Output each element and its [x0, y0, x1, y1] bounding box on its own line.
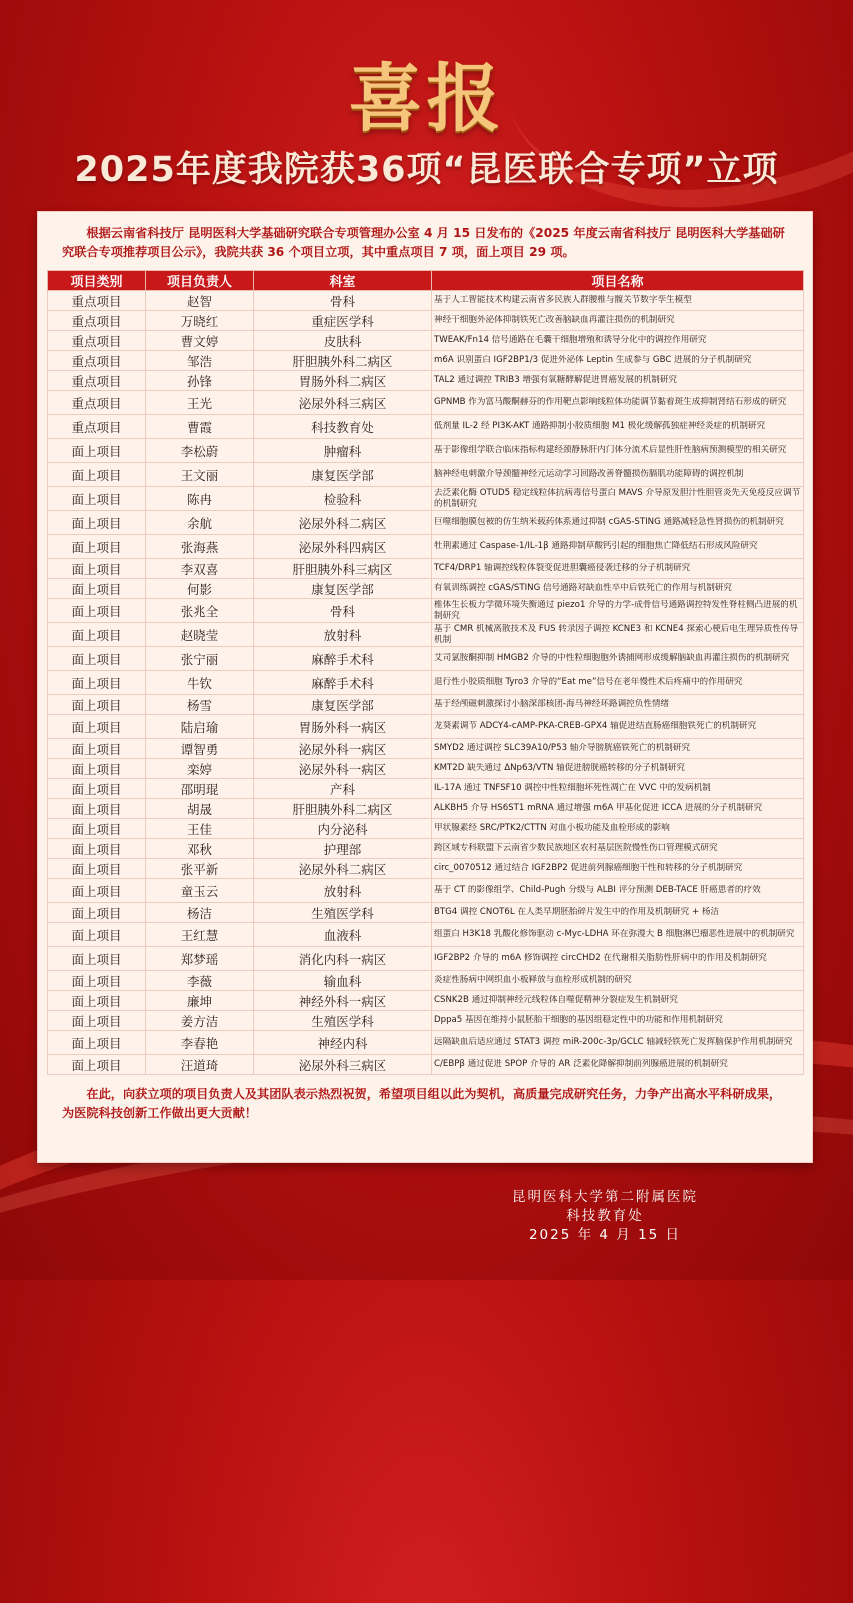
cell-lead: 邓秋 — [146, 839, 254, 859]
cell-lead: 余航 — [146, 511, 254, 535]
cell-title — [432, 991, 804, 1011]
project-title-text: TWEAK/Fn14 信号通路在毛囊干细胞增殖和诱导分化中的调控作用研究 — [434, 335, 707, 345]
project-title-text: 退行性小胶质细胞 Tyro3 介导的“Eat me”信号在老年慢性术后疼痛中的作用研究 — [434, 677, 743, 687]
cell-lead: 王红慧 — [146, 923, 254, 947]
cell-title — [432, 1031, 804, 1055]
cell-category: 面上项目 — [48, 487, 146, 511]
cell-dept: 输血科 — [254, 971, 432, 991]
cell-category: 面上项目 — [48, 879, 146, 903]
cell-title — [432, 291, 804, 311]
project-title-text: 椎体生长板力学微环境失衡通过 piezo1 介导的力学-成骨信号通路调控特发性脊柱侧凸进展的机制研究 — [434, 599, 798, 621]
cell-dept: 泌尿外科二病区 — [254, 859, 432, 879]
cell-dept: 肿瘤科 — [254, 439, 432, 463]
project-title-text: CSNK2B 通过抑制神经元线粒体自噬促精神分裂症发生机制研究 — [434, 995, 678, 1005]
cell-title — [432, 647, 804, 671]
cell-lead: 栾婷 — [146, 759, 254, 779]
project-title-text: 艾司氯胺酮抑制 HMGB2 介导的中性粒细胞胞外诱捕网形成缓解脑缺血再灌注损伤的机制研究 — [434, 653, 790, 663]
table-row — [48, 331, 804, 351]
table-row — [48, 739, 804, 759]
cell-title — [432, 439, 804, 463]
table-row — [48, 559, 804, 579]
cell-lead: 张宁丽 — [146, 647, 254, 671]
cell-category: 面上项目 — [48, 463, 146, 487]
table-row — [48, 463, 804, 487]
table-row — [48, 599, 804, 623]
cell-lead: 王光 — [146, 391, 254, 415]
cell-title — [432, 1011, 804, 1031]
table-row — [48, 947, 804, 971]
project-title-text: 远隔缺血后适应通过 STAT3 调控 miR-200c-3p/GCLC 轴减轻铁死亡发挥脑保护作用机制研究 — [434, 1037, 793, 1047]
cell-category: 面上项目 — [48, 819, 146, 839]
table-row — [48, 311, 804, 331]
cell-title — [432, 351, 804, 371]
cell-title — [432, 859, 804, 879]
project-title-text: 基于经颅磁刺激探讨小脑深部核团-海马神经环路调控负性情绪 — [434, 699, 670, 709]
cell-title — [432, 1055, 804, 1075]
cell-category: 面上项目 — [48, 599, 146, 623]
cell-category: 面上项目 — [48, 695, 146, 715]
table-row — [48, 351, 804, 371]
cell-dept: 泌尿外科三病区 — [254, 391, 432, 415]
cell-dept: 肝胆胰外科二病区 — [254, 799, 432, 819]
cell-title — [432, 579, 804, 599]
project-title-text: IGF2BP2 介导的 m6A 修饰调控 circCHD2 在代谢相关脂肪性肝病中的作用及机制研究 — [434, 953, 767, 963]
cell-dept: 胃肠外科一病区 — [254, 715, 432, 739]
cell-title — [432, 923, 804, 947]
table-row — [48, 903, 804, 923]
cell-dept: 产科 — [254, 779, 432, 799]
cell-title — [432, 879, 804, 903]
cell-category: 面上项目 — [48, 947, 146, 971]
project-title-text: 基于人工智能技术构建云南省多民族人群腰椎与髋关节数字孪生模型 — [434, 295, 692, 305]
project-title-text: BTG4 调控 CNOT6L 在人类早期胚胎碎片发生中的作用及机制研究 + 杨洁 — [434, 907, 720, 917]
table-row — [48, 991, 804, 1011]
cell-dept: 重症医学科 — [254, 311, 432, 331]
cell-lead: 谭智勇 — [146, 739, 254, 759]
project-title-text: GPNMB 作为富马酸酮赫芬的作用靶点影响线粒体功能调节黏着斑生成抑制肾结石形成的研究 — [434, 397, 787, 407]
cell-category: 面上项目 — [48, 647, 146, 671]
cell-title — [432, 903, 804, 923]
cell-dept: 血液科 — [254, 923, 432, 947]
cell-dept: 骨科 — [254, 291, 432, 311]
cell-title — [432, 463, 804, 487]
table-row — [48, 715, 804, 739]
cell-dept: 生殖医学科 — [254, 1011, 432, 1031]
table-row — [48, 415, 804, 439]
cell-title — [432, 487, 804, 511]
project-title-text: 脑神经电刺激介导颈髓神经元运动学习回路改善脊髓损伤膈肌功能障碍的调控机制 — [434, 469, 744, 479]
cell-title — [432, 947, 804, 971]
cell-title — [432, 759, 804, 779]
cell-dept: 内分泌科 — [254, 819, 432, 839]
table-row — [48, 1011, 804, 1031]
cell-lead: 孙锋 — [146, 371, 254, 391]
cell-lead: 李松蔚 — [146, 439, 254, 463]
cell-lead: 赵智 — [146, 291, 254, 311]
cell-title — [432, 739, 804, 759]
cell-category: 重点项目 — [48, 291, 146, 311]
cell-dept: 检验科 — [254, 487, 432, 511]
cell-lead: 张海燕 — [146, 535, 254, 559]
cell-title — [432, 779, 804, 799]
table-row — [48, 535, 804, 559]
project-title-text: 跨区域专科联盟下云南省少数民族地区农村基层医院慢性伤口管理模式研究 — [434, 843, 718, 853]
cell-lead: 李薇 — [146, 971, 254, 991]
table-row — [48, 971, 804, 991]
cell-dept: 生殖医学科 — [254, 903, 432, 923]
cell-category: 面上项目 — [48, 439, 146, 463]
cell-dept: 放射科 — [254, 623, 432, 647]
cell-category: 面上项目 — [48, 511, 146, 535]
cell-title — [432, 971, 804, 991]
cell-category: 面上项目 — [48, 1011, 146, 1031]
cell-lead: 王佳 — [146, 819, 254, 839]
table-row — [48, 487, 804, 511]
cell-category: 面上项目 — [48, 859, 146, 879]
cell-title — [432, 415, 804, 439]
cell-title — [432, 391, 804, 415]
cell-title — [432, 535, 804, 559]
cell-category: 重点项目 — [48, 351, 146, 371]
cell-lead: 胡晟 — [146, 799, 254, 819]
cell-title — [432, 715, 804, 739]
table-row — [48, 1031, 804, 1055]
hospital-name: 昆明医科大学第二附属医院 — [512, 1189, 698, 1205]
cell-category: 面上项目 — [48, 623, 146, 647]
project-title-text: m6A 识别蛋白 IGF2BP1/3 促进外泌体 Leptin 生成参与 GBC 进展的分子机制研究 — [434, 355, 752, 365]
table-row — [48, 759, 804, 779]
cell-lead: 廉坤 — [146, 991, 254, 1011]
project-title-text: ALKBH5 介导 HS6ST1 mRNA 通过增强 m6A 甲基化促进 ICCA 进展的分子机制研究 — [434, 803, 763, 813]
cell-title — [432, 819, 804, 839]
intro-paragraph: 根据云南省科技厅 昆明医科大学基础研究联合专项管理办公室 4 月 15 日发布的《2025 年度云南省科技厅 昆明医科大学基础研究联合专项推荐项目公示》，我院共获 36 个项目立项，其中重点项目 7 项，面上项目 29 项。 — [62, 226, 785, 259]
cell-title — [432, 311, 804, 331]
project-title-text: 低剂量 IL-2 经 PI3K-AKT 通路抑制小胶质细胞 M1 极化缓解孤独症神经炎症的机制研究 — [434, 421, 766, 431]
cell-dept: 肝胆胰外科三病区 — [254, 559, 432, 579]
table-row — [48, 371, 804, 391]
project-title-text: TCF4/DRP1 轴调控线粒体裂变促进胆囊癌侵袭迁移的分子机制研究 — [434, 563, 691, 573]
project-title-text: 龙葵素调节 ADCY4-cAMP-PKA-CREB-GPX4 轴促进结直肠癌细胞铁死亡的机制研究 — [434, 721, 757, 731]
announcement-panel — [38, 212, 812, 1162]
project-title-text: 去泛素化酶 OTUD5 稳定线粒体抗病毒信号蛋白 MAVS 介导原发胆汁性胆管炎先天免疫反应调节的机制研究 — [434, 487, 801, 509]
cell-title — [432, 695, 804, 715]
cell-lead: 邹浩 — [146, 351, 254, 371]
column-header-dept: 科室 — [254, 271, 432, 291]
cell-category: 重点项目 — [48, 331, 146, 351]
cell-title — [432, 331, 804, 351]
cell-category: 面上项目 — [48, 739, 146, 759]
cell-category: 重点项目 — [48, 311, 146, 331]
cell-category: 面上项目 — [48, 799, 146, 819]
subtitle: 2025年度我院获36项“昆医联合专项”立项 — [74, 150, 779, 190]
project-title-text: 基于 CMR 机械离散技术及 FUS 转录因子调控 KCNE3 和 KCNE4 探索心梗后电生理异质性传导机制 — [434, 623, 799, 645]
cell-lead: 姜方洁 — [146, 1011, 254, 1031]
column-header-category: 项目类别 — [48, 271, 146, 291]
table-row — [48, 647, 804, 671]
cell-dept: 科技教育处 — [254, 415, 432, 439]
cell-dept: 泌尿外科一病区 — [254, 759, 432, 779]
closing-paragraph: 在此，向获立项的项目负责人及其团队表示热烈祝贺，希望项目组以此为契机，高质量完成研究任务，力争产出高水平科研成果，为医院科技创新工作做出更大贡献！ — [62, 1087, 782, 1120]
cell-category: 面上项目 — [48, 559, 146, 579]
table-row — [48, 819, 804, 839]
cell-dept: 泌尿外科二病区 — [254, 511, 432, 535]
table-row — [48, 671, 804, 695]
project-title-text: 基于 CT 的影像组学、Child-Pugh 分级与 ALBI 评分预测 DEB-TACE 肝癌患者的疗效 — [434, 885, 761, 895]
project-title-text: C/EBPβ 通过促进 SPOP 介导的 AR 泛素化降解抑制前列腺癌进展的机制研究 — [434, 1059, 728, 1069]
cell-lead: 汪道琦 — [146, 1055, 254, 1075]
cell-dept: 神经外科一病区 — [254, 991, 432, 1011]
cell-dept: 泌尿外科一病区 — [254, 739, 432, 759]
project-title-text: 组蛋白 H3K18 乳酸化修饰驱动 c-Myc-LDHA 环在弥漫大 B 细胞淋巴瘤恶性进展中的机制研究 — [434, 929, 795, 939]
cell-lead: 童玉云 — [146, 879, 254, 903]
cell-dept: 放射科 — [254, 879, 432, 903]
headline: 喜报 — [348, 56, 505, 142]
column-header-title: 项目名称 — [432, 271, 804, 291]
project-title-text: KMT2D 缺失通过 ΔNp63/VTN 轴促进膀胱癌转移的分子机制研究 — [434, 763, 686, 773]
cell-lead: 邵明琨 — [146, 779, 254, 799]
table-row — [48, 579, 804, 599]
table-row — [48, 695, 804, 715]
cell-category: 面上项目 — [48, 971, 146, 991]
cell-dept: 康复医学部 — [254, 695, 432, 715]
office-name: 科技教育处 — [566, 1208, 644, 1224]
project-title-text: IL-17A 通过 TNFSF10 调控中性粒细胞坏死性凋亡在 VVC 中的发病机制 — [434, 783, 711, 793]
project-title-text: TAL2 通过调控 TRIB3 增强有氧糖酵解促进胃癌发展的机制研究 — [434, 375, 678, 385]
cell-lead: 郑梦瑶 — [146, 947, 254, 971]
cell-dept: 康复医学部 — [254, 579, 432, 599]
cell-title — [432, 559, 804, 579]
project-table — [47, 270, 804, 1075]
cell-lead: 赵晓莹 — [146, 623, 254, 647]
cell-lead: 曹文婷 — [146, 331, 254, 351]
project-title-text: SMYD2 通过调控 SLC39A10/P53 轴介导膀胱癌铁死亡的机制研究 — [434, 743, 691, 753]
cell-category: 面上项目 — [48, 839, 146, 859]
signature-block — [480, 1188, 730, 1245]
cell-dept: 泌尿外科三病区 — [254, 1055, 432, 1075]
cell-dept: 麻醉手术科 — [254, 647, 432, 671]
cell-dept: 骨科 — [254, 599, 432, 623]
cell-dept: 康复医学部 — [254, 463, 432, 487]
cell-title — [432, 799, 804, 819]
project-title-text: 牡荆素通过 Caspase-1/IL-1β 通路抑制草酸钙引起的细胞焦亡降低结石形成风险研究 — [434, 541, 758, 551]
table-row — [48, 779, 804, 799]
project-title-text: Dppa5 基因在维持小鼠胚胎干细胞的基因组稳定性中的功能和作用机制研究 — [434, 1015, 723, 1025]
cell-title — [432, 623, 804, 647]
cell-dept: 消化内科一病区 — [254, 947, 432, 971]
project-title-text: circ_0070512 通过结合 IGF2BP2 促进前列腺癌细胞干性和转移的分子机制研究 — [434, 863, 743, 873]
cell-dept: 护理部 — [254, 839, 432, 859]
cell-lead: 杨洁 — [146, 903, 254, 923]
table-row — [48, 799, 804, 819]
cell-title — [432, 599, 804, 623]
cell-title — [432, 511, 804, 535]
cell-dept: 麻醉手术科 — [254, 671, 432, 695]
cell-dept: 胃肠外科二病区 — [254, 371, 432, 391]
cell-dept: 皮肤科 — [254, 331, 432, 351]
cell-category: 面上项目 — [48, 923, 146, 947]
cell-category: 面上项目 — [48, 715, 146, 739]
cell-dept: 泌尿外科四病区 — [254, 535, 432, 559]
cell-category: 面上项目 — [48, 991, 146, 1011]
table-row — [48, 511, 804, 535]
table-row — [48, 879, 804, 903]
cell-lead: 陈冉 — [146, 487, 254, 511]
cell-category: 重点项目 — [48, 415, 146, 439]
cell-category: 面上项目 — [48, 903, 146, 923]
cell-category: 面上项目 — [48, 671, 146, 695]
cell-category: 面上项目 — [48, 579, 146, 599]
column-header-lead: 项目负责人 — [146, 271, 254, 291]
project-title-text: 甲状腺素经 SRC/PTK2/CTTN 对血小板功能及血栓形成的影响 — [434, 823, 670, 833]
table-row — [48, 923, 804, 947]
table-header-row — [48, 271, 804, 291]
project-title-text: 巨噬细胞膜包被的仿生纳米载药体系通过抑制 cGAS-STING 通路减轻急性肾损伤的机制研究 — [434, 517, 784, 527]
cell-lead: 张平新 — [146, 859, 254, 879]
cell-title — [432, 671, 804, 695]
cell-category: 面上项目 — [48, 779, 146, 799]
cell-lead: 王文丽 — [146, 463, 254, 487]
project-title-text: 炎症性肠病中网织血小板释放与血栓形成机制的研究 — [434, 975, 632, 985]
cell-category: 面上项目 — [48, 1055, 146, 1075]
cell-title — [432, 839, 804, 859]
table-body — [48, 291, 804, 1075]
cell-lead: 杨雪 — [146, 695, 254, 715]
cell-category: 面上项目 — [48, 535, 146, 559]
cell-lead: 万晓红 — [146, 311, 254, 331]
project-title-text: 神经干细胞外泌体抑制铁死亡改善脑缺血再灌注损伤的机制研究 — [434, 315, 675, 325]
cell-lead: 何影 — [146, 579, 254, 599]
table-row — [48, 291, 804, 311]
cell-category: 重点项目 — [48, 391, 146, 415]
table-row — [48, 859, 804, 879]
cell-dept: 神经内科 — [254, 1031, 432, 1055]
cell-dept: 肝胆胰外科二病区 — [254, 351, 432, 371]
cell-lead: 曹霞 — [146, 415, 254, 439]
cell-category: 重点项目 — [48, 371, 146, 391]
table-row — [48, 439, 804, 463]
table-row — [48, 1055, 804, 1075]
project-title-text: 基于影像组学联合临床指标构建经颈静脉肝内门体分流术后显性肝性脑病预测模型的相关研究 — [434, 445, 787, 455]
cell-lead: 李双喜 — [146, 559, 254, 579]
table-row — [48, 623, 804, 647]
signature-date: 2025 年 4 月 15 日 — [528, 1227, 682, 1243]
project-title-text: 有氧训练调控 cGAS/STING 信号通路对缺血性卒中后铁死亡的作用与机制研究 — [434, 583, 733, 593]
cell-lead: 张兆全 — [146, 599, 254, 623]
cell-lead: 陆启瑜 — [146, 715, 254, 739]
cell-lead: 李春艳 — [146, 1031, 254, 1055]
cell-category: 面上项目 — [48, 1031, 146, 1055]
cell-category: 面上项目 — [48, 759, 146, 779]
cell-title — [432, 371, 804, 391]
table-row — [48, 391, 804, 415]
table-row — [48, 839, 804, 859]
cell-lead: 牛钦 — [146, 671, 254, 695]
